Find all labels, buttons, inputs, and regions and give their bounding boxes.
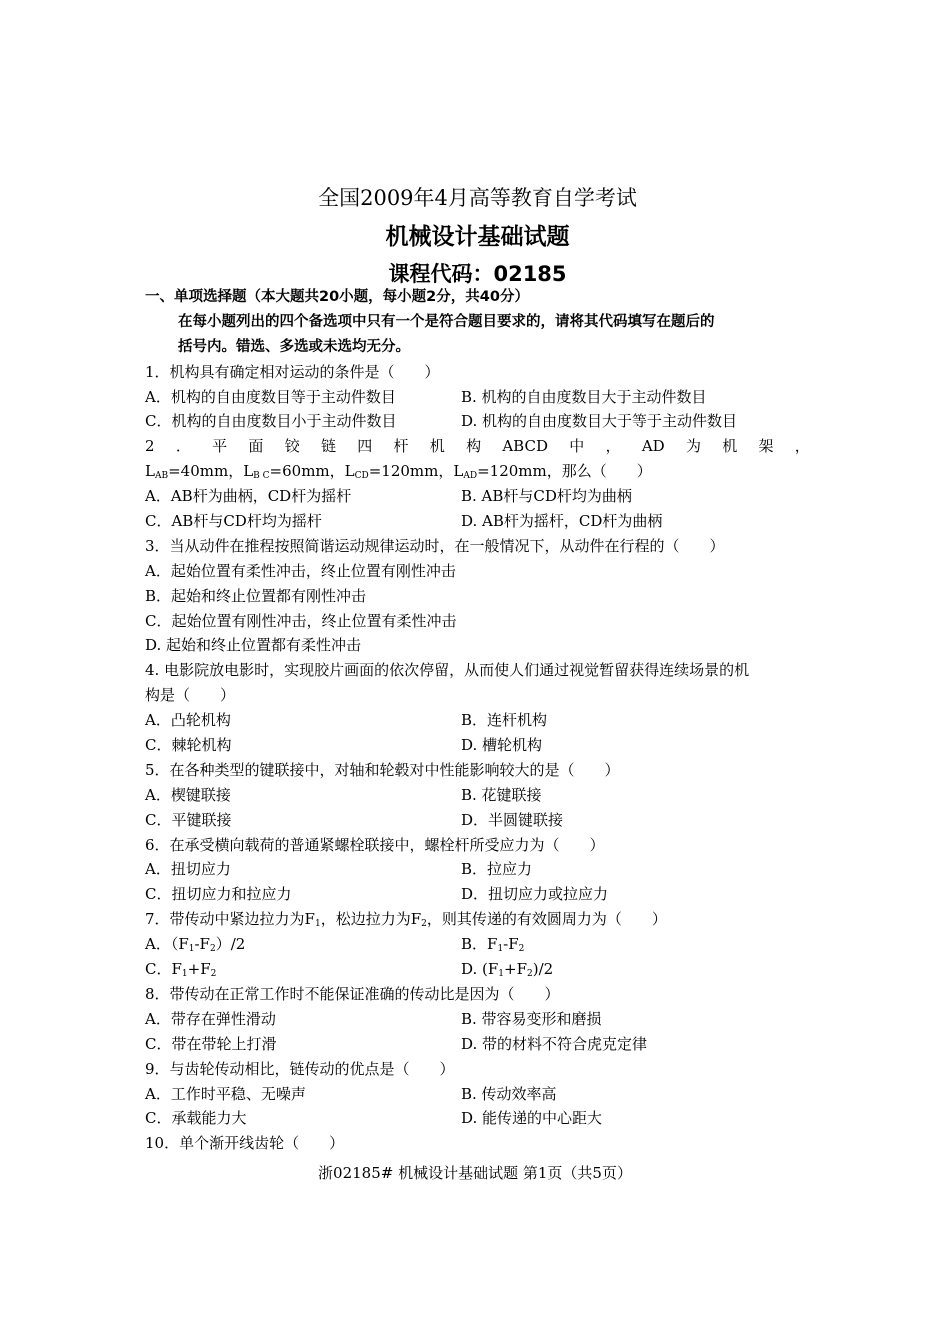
length-subscript: CD xyxy=(354,471,369,482)
option-text: +F xyxy=(187,960,211,979)
length-symbol: L xyxy=(344,462,355,481)
course-code: 课程代码：02185 xyxy=(388,262,567,286)
stem-token: 杆 xyxy=(393,437,409,456)
question-stem xyxy=(145,907,810,932)
stem-token: 构 xyxy=(466,437,482,456)
option-text: D. (F xyxy=(461,960,499,979)
length-value: =120mm， xyxy=(368,462,454,481)
option-c: C．机构的自由度数目小于主动件数目 xyxy=(145,412,397,431)
option-text: B．F xyxy=(461,935,498,954)
option-c: C．承载能力大 xyxy=(145,1109,247,1128)
length-symbol: L xyxy=(243,462,254,481)
option-row xyxy=(145,957,810,982)
option-b: B．拉应力 xyxy=(461,860,533,879)
option-b: B. 机构的自由度数目大于主动件数目 xyxy=(461,387,707,406)
option-row xyxy=(145,1032,810,1057)
option-c: C．棘轮机构 xyxy=(145,736,232,755)
option-b xyxy=(461,932,810,957)
option-a: A．起始位置有柔性冲击，终止位置有刚性冲击 xyxy=(145,561,456,580)
section-instruction: 在每小题列出的四个备选项中只有一个是符合题目要求的，请将其代码填写在题后的 xyxy=(178,313,715,330)
subscript: 2 xyxy=(209,944,216,955)
option-d: D. 带的材料不符合虎克定律 xyxy=(461,1034,648,1053)
option-d xyxy=(461,957,810,982)
exam-body xyxy=(145,285,810,1156)
option-b: B. 带容易变形和磨损 xyxy=(461,1009,602,1028)
stem-text: ，松边拉力为F xyxy=(320,910,422,929)
stem-token: 平 xyxy=(212,437,228,456)
subscript: 2 xyxy=(518,944,525,955)
option-d: D. AB杆为摇杆，CD杆为曲柄 xyxy=(461,512,663,531)
option-a: A．AB杆为曲柄，CD杆为摇杆 xyxy=(145,487,352,506)
subject-title: 机械设计基础试题 xyxy=(385,224,570,250)
option-c: C．带在带轮上打滑 xyxy=(145,1034,277,1053)
stem-token: ， xyxy=(605,437,621,456)
subscript: 2 xyxy=(210,969,217,980)
stem-token: ， xyxy=(794,437,810,456)
length-value: =120mm，那么（ ） xyxy=(477,462,652,481)
exam-title: 全国2009年4月高等教育自学考试 xyxy=(318,186,637,210)
option-row xyxy=(145,1007,810,1032)
length-subscript: B C xyxy=(253,471,270,482)
option-row xyxy=(145,484,810,509)
option-text: +F xyxy=(504,960,528,979)
option-text: C．F xyxy=(145,960,182,979)
option-text: A．（F xyxy=(145,935,189,954)
subscript: 2 xyxy=(421,919,427,930)
option-d: D. 能传递的中心距大 xyxy=(461,1109,603,1128)
option-row xyxy=(145,509,810,534)
subscript: 1 xyxy=(498,969,505,980)
option-row xyxy=(145,708,810,733)
question-stem xyxy=(145,434,810,459)
option-c: C．扭切应力和拉应力 xyxy=(145,885,292,904)
page-footer: 浙02185# 机械设计基础试题 第1页（共5页） xyxy=(318,1164,632,1182)
option-d: D. 机构的自由度数目大于等于主动件数目 xyxy=(461,412,738,431)
option-b: B. 传动效率高 xyxy=(461,1084,557,1103)
stem-token: 四 xyxy=(357,437,373,456)
option-row xyxy=(145,409,810,434)
stem-token: 链 xyxy=(320,437,336,456)
option-b: B. AB杆与CD杆均为曲柄 xyxy=(461,487,632,506)
option-text: -F xyxy=(503,935,519,954)
question-stem: 5．在各种类型的键联接中，对轴和轮毂对中性能影响较大的是（ ） xyxy=(145,760,620,779)
option-a: A．带存在弹性滑动 xyxy=(145,1009,276,1028)
subscript: 1 xyxy=(181,969,188,980)
section-heading: 一、单项选择题（本大题共20小题，每小题2分，共40分） xyxy=(145,289,529,305)
question-stem-continued: 构是（ ） xyxy=(145,686,236,705)
question-stem: 8．带传动在正常工作时不能保证准确的传动比是因为（ ） xyxy=(145,984,560,1003)
option-row xyxy=(145,783,810,808)
option-row xyxy=(145,857,810,882)
option-row xyxy=(145,1106,810,1131)
option-row xyxy=(145,733,810,758)
stem-token: AD xyxy=(641,437,665,456)
length-subscript: AB xyxy=(154,471,169,482)
option-row xyxy=(145,882,810,907)
section-instruction: 括号内。错选、多选或未选均无分。 xyxy=(178,338,410,355)
stem-token: 铰 xyxy=(284,437,300,456)
length-symbol: L xyxy=(145,462,155,481)
option-d: D．扭切应力或拉应力 xyxy=(461,885,609,904)
option-text: -F xyxy=(194,935,210,954)
stem-token: 为 xyxy=(685,437,701,456)
option-c: C．起始位置有刚性冲击，终止位置有柔性冲击 xyxy=(145,611,457,630)
question-stem: 1．机构具有确定相对运动的条件是（ ） xyxy=(145,362,440,381)
question-stem: 9．与齿轮传动相比，链传动的优点是（ ） xyxy=(145,1059,455,1078)
option-b: B. 花键联接 xyxy=(461,785,542,804)
stem-token: ABCD xyxy=(502,437,548,456)
length-symbol: L xyxy=(453,462,464,481)
option-c: C．平键联接 xyxy=(145,810,232,829)
option-row xyxy=(145,808,810,833)
option-c: C．AB杆与CD杆均为摇杆 xyxy=(145,512,322,531)
stem-token: 面 xyxy=(248,437,264,456)
stem-token: 机 xyxy=(429,437,445,456)
subscript: 1 xyxy=(497,944,504,955)
option-a: A．机构的自由度数目等于主动件数目 xyxy=(145,387,396,406)
length-value: =40mm， xyxy=(168,462,244,481)
subscript: 1 xyxy=(188,944,195,955)
length-value: =60mm， xyxy=(269,462,345,481)
option-a: A．楔键联接 xyxy=(145,785,231,804)
stem-token: 架 xyxy=(758,437,774,456)
stem-token: 机 xyxy=(722,437,738,456)
option-a: A．凸轮机构 xyxy=(145,711,231,730)
question-stem: 6．在承受横向载荷的普通紧螺栓联接中，螺栓杆所受应力为（ ） xyxy=(145,835,605,854)
option-a: A．工作时平稳、无噪声 xyxy=(145,1084,306,1103)
option-d: D. 槽轮机构 xyxy=(461,736,543,755)
option-row xyxy=(145,1082,810,1107)
question-stem: 10．单个渐开线齿轮（ ） xyxy=(145,1134,345,1153)
stem-token: 2 xyxy=(145,437,155,456)
option-row xyxy=(145,385,810,410)
subscript: 1 xyxy=(314,919,321,930)
stem-text: 7．带传动中紧边拉力为F xyxy=(145,910,315,929)
question-stem-continued xyxy=(145,459,810,484)
question-stem: 4. 电影院放电影时，实现胶片画面的依次停留，从而使人们通过视觉暂留获得连续场景的机 xyxy=(145,661,750,680)
option-row xyxy=(145,932,810,957)
stem-token: 中 xyxy=(569,437,585,456)
option-a xyxy=(145,932,461,957)
length-subscript: AD xyxy=(463,471,478,482)
option-text: ）/2 xyxy=(215,935,246,954)
option-c xyxy=(145,957,461,982)
question-stem: 3．当从动件在推程按照简谐运动规律运动时，在一般情况下，从动件在行程的（ ） xyxy=(145,536,725,555)
stem-token: ． xyxy=(175,437,191,456)
stem-text: ，则其传递的有效圆周力为（ ） xyxy=(426,910,667,929)
option-b: B．起始和终止位置都有刚性冲击 xyxy=(145,586,367,605)
subscript: 2 xyxy=(527,969,533,980)
option-a: A．扭切应力 xyxy=(145,860,231,879)
option-text: )/2 xyxy=(532,960,554,979)
option-b: B．连杆机构 xyxy=(461,711,548,730)
option-d: D．半圆键联接 xyxy=(461,810,564,829)
option-d: D. 起始和终止位置都有柔性冲击 xyxy=(145,636,362,655)
